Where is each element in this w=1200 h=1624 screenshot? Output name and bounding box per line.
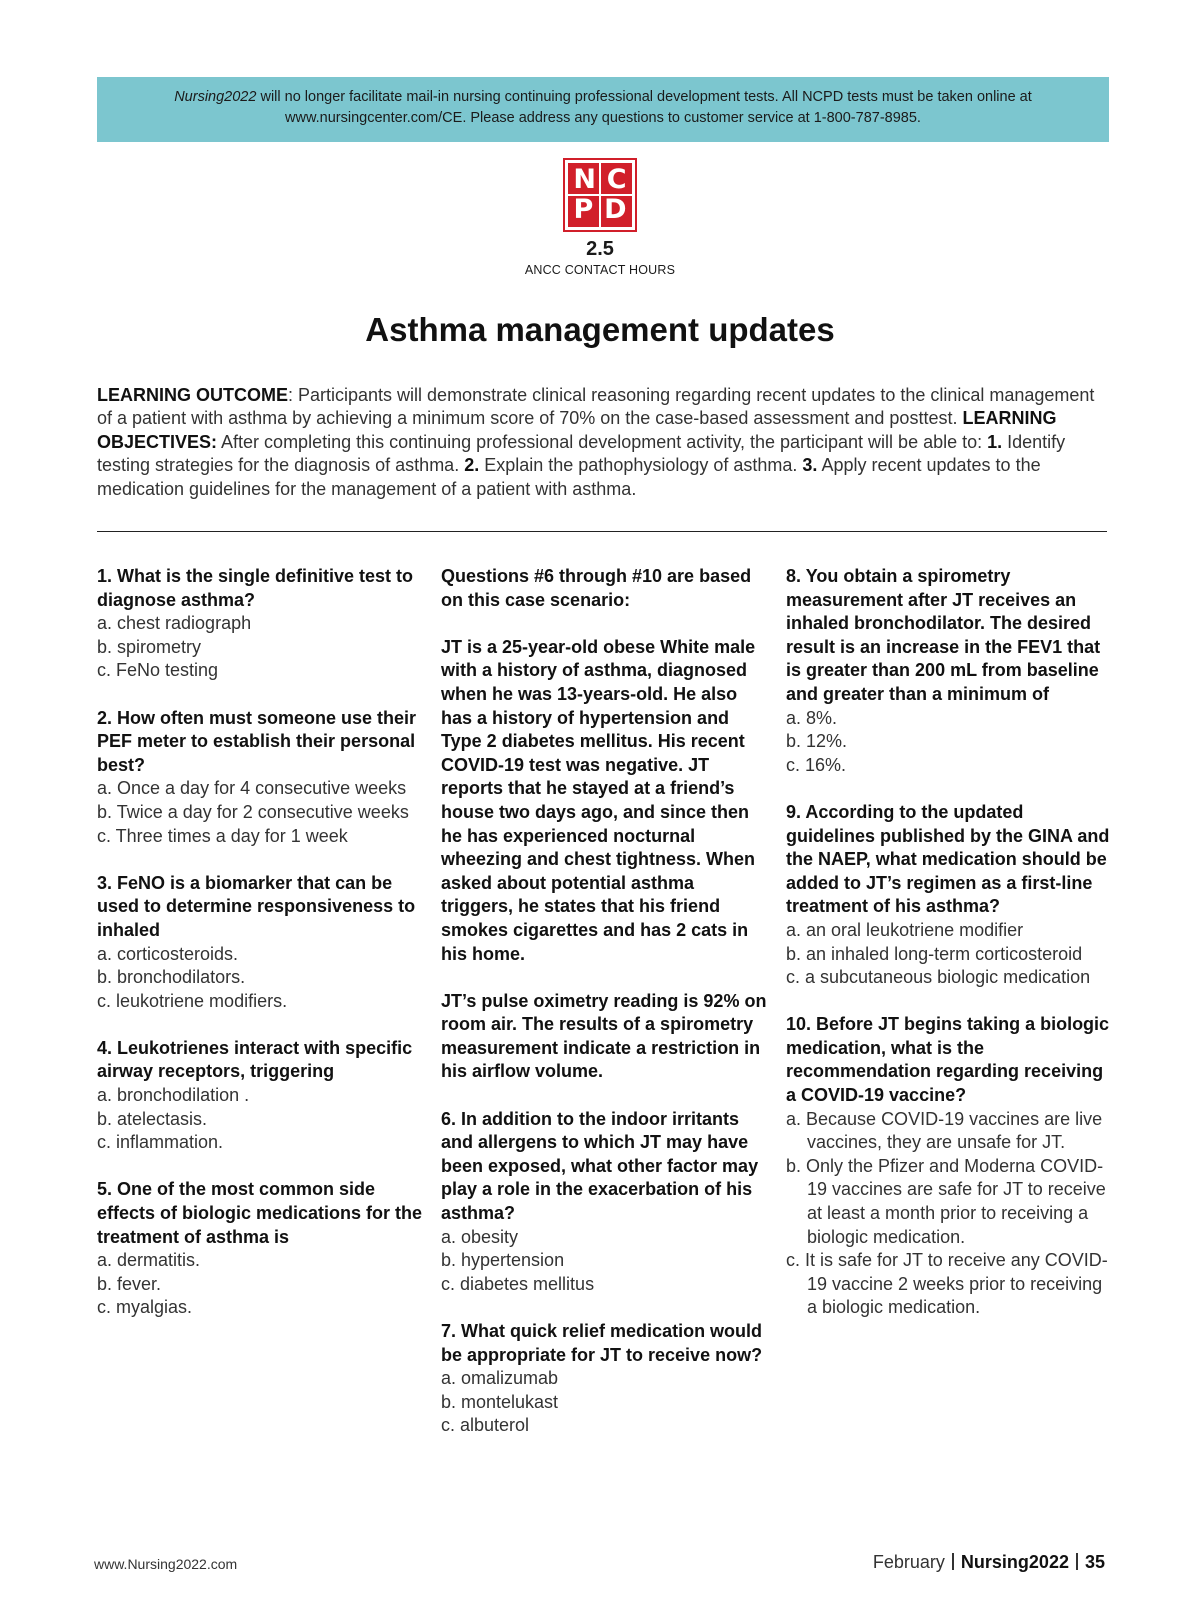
banner-text: will no longer facilitate mail-in nursing continuing professional development tests. All NCPD tests must be taken online at www.nursingcenter.com/CE. Please address any questions to customer service at 1-800-787-8985.: [256, 89, 1032, 126]
footer-separator: [1076, 1553, 1078, 1570]
question-5: [97, 1178, 427, 1320]
answer-option: c. diabetes mellitus: [441, 1273, 595, 1294]
learning-intro: [97, 384, 1107, 501]
logo-letter: N: [573, 164, 596, 195]
outcome-text: : Participants will demonstrate clinical reasoning regarding recent updates to the clinical management of a patient with asthma by achieving a minimum score of 70% on the case-based assessment and posttest.: [97, 385, 1095, 429]
objectives-label: LEARNING OBJECTIVES:: [97, 408, 1057, 452]
question-text: 5. One of the most common side effects of biologic medications for the treatment of asthma is: [97, 1179, 423, 1247]
question-text: 2. How often must someone use their PEF meter to establish their personal best?: [97, 707, 417, 775]
column-2: [441, 565, 771, 1462]
answer-option: c. 16%.: [786, 754, 847, 775]
answer-option: b. spirometry: [97, 636, 202, 657]
answer-option: b. hypertension: [441, 1250, 565, 1271]
question-4: [97, 1037, 427, 1155]
section-divider: [97, 531, 1107, 532]
answer-option: b. montelukast: [441, 1391, 559, 1412]
column-3: [786, 565, 1111, 1344]
footer-website: www.Nursing2022.com: [94, 1556, 238, 1572]
case-scenario: JT is a 25-year-old obese White male with a history of asthma, diagnosed when he was 13-years-old. He also has a history of hypertension and Type 2 diabetes mellitus. His recent COVID-19 test was negative. JT reports that he stayed at a friend’s house two days ago, and since then he has experienced nocturnal wheezing and chest tightness. When asked about potential asthma triggers, he states that his friend smokes cigarettes and has 2 cats in his home.: [441, 636, 756, 964]
outcome-label: LEARNING OUTCOME: [97, 385, 288, 405]
question-3: [97, 872, 427, 1014]
answer-option: b. an inhaled long-term corticosteroid: [786, 943, 1083, 964]
answer-option: c. albuterol: [441, 1415, 530, 1436]
question-text: 4. Leukotrienes interact with specific airway receptors, triggering: [97, 1037, 413, 1082]
question-8: [786, 565, 1111, 777]
footer-folio: [873, 1552, 1105, 1573]
objective-number: 1.: [987, 431, 1003, 452]
answer-option: b. bronchodilators.: [97, 967, 246, 988]
answer-option: b. Twice a day for 2 consecutive weeks: [97, 801, 409, 822]
answer-option: a. corticosteroids.: [97, 943, 239, 964]
banner-brand: Nursing2022: [174, 89, 257, 105]
answer-option: c. FeNo testing: [97, 660, 219, 681]
answer-option: a. 8%.: [786, 707, 838, 728]
answer-option: c. leukotriene modifiers.: [97, 990, 288, 1011]
answer-option: a. dermatitis.: [97, 1250, 201, 1271]
answer-option: a. omalizumab: [441, 1368, 559, 1389]
notice-banner: [97, 77, 1109, 142]
answer-option: b. fever.: [97, 1273, 162, 1294]
objective-number: 2.: [464, 455, 480, 476]
question-text: 1. What is the single definitive test to diagnose asthma?: [97, 566, 414, 610]
page-number: 35: [1084, 1552, 1105, 1572]
answer-option: a. Once a day for 4 consecutive weeks: [97, 778, 407, 799]
question-10: [786, 1013, 1111, 1320]
logo-letter: P: [573, 194, 594, 225]
question-1: [97, 565, 427, 683]
objective-number: 3.: [802, 455, 818, 476]
question-text: 3. FeNO is a biomarker that can be used to determine responsiveness to inhaled: [97, 872, 416, 940]
question-text: 8. You obtain a spirometry measurement after JT receives an inhaled bronchodilator. The desired result is an increase in the FEV1 that is greater than 200 mL from baseline and greater than a minimum of: [786, 566, 1101, 704]
question-2: [97, 707, 427, 849]
question-text: 9. According to the updated guidelines published by the GINA and the NAEP, what medication should be added to JT’s regimen as a first-line treatment of his asthma?: [786, 801, 1110, 917]
contact-hours-value: 2.5: [586, 238, 614, 260]
logo-letter: C: [606, 164, 627, 195]
objective-text: Identify testing strategies for the diagnosis of asthma.: [97, 431, 1066, 476]
footer-journal: Nursing2022: [960, 1552, 1069, 1572]
answer-option: c. myalgias.: [97, 1297, 193, 1318]
answer-option: c. a subcutaneous biologic medication: [786, 967, 1091, 988]
answer-option: b. Only the Pfizer and Moderna COVID-19 vaccines are safe for JT to receive at least a month prior to receiving a biologic medication.: [786, 1155, 1106, 1247]
question-text: 10. Before JT begins taking a biologic medication, what is the recommendation regarding receiving a COVID-19 vaccine?: [786, 1014, 1110, 1106]
answer-option: a. Because COVID-19 vaccines are live vaccines, they are unsafe for JT.: [786, 1108, 1103, 1153]
answer-option: a. chest radiograph: [97, 613, 252, 634]
logo-letter: D: [604, 194, 627, 225]
ncpd-logo: [565, 160, 635, 230]
contact-hours-label: ANCC CONTACT HOURS: [524, 263, 676, 277]
question-text: 7. What quick relief medication would be appropriate for JT to receive now?: [441, 1321, 763, 1365]
page-title: Asthma management updates: [365, 311, 835, 348]
footer-month: February: [872, 1552, 945, 1572]
objective-text: Apply recent updates to the medication guidelines for the management of a patient with asthma.: [97, 455, 1041, 499]
column-1: [97, 565, 427, 1344]
answer-option: a. bronchodilation .: [97, 1085, 250, 1106]
question-6: [441, 1108, 771, 1297]
answer-option: c. It is safe for JT to receive any COVID-19 vaccine 2 weeks prior to receiving a biologic medication.: [786, 1250, 1108, 1318]
footer-separator: [952, 1553, 954, 1570]
case-findings: JT’s pulse oximetry reading is 92% on room air. The results of a spirometry measurement indicate a restriction in his airflow volume.: [441, 990, 767, 1082]
answer-option: c. Three times a day for 1 week: [97, 825, 348, 846]
case-intro: Questions #6 through #10 are based on this case scenario:: [441, 566, 752, 610]
objectives-text: After completing this continuing professional development activity, the participant will be able to:: [217, 431, 988, 452]
objective-text: Explain the pathophysiology of asthma.: [479, 455, 803, 476]
question-text: 6. In addition to the indoor irritants and allergens to which JT may have been exposed, what other factor may play a role in the exacerbation of his asthma?: [441, 1108, 759, 1224]
answer-option: a. obesity: [441, 1226, 519, 1247]
question-7: [441, 1320, 771, 1438]
answer-option: b. 12%.: [786, 731, 848, 752]
answer-option: a. an oral leukotriene modifier: [786, 919, 1024, 940]
answer-option: b. atelectasis.: [97, 1108, 208, 1129]
answer-option: c. inflammation.: [97, 1132, 224, 1153]
question-9: [786, 801, 1111, 990]
